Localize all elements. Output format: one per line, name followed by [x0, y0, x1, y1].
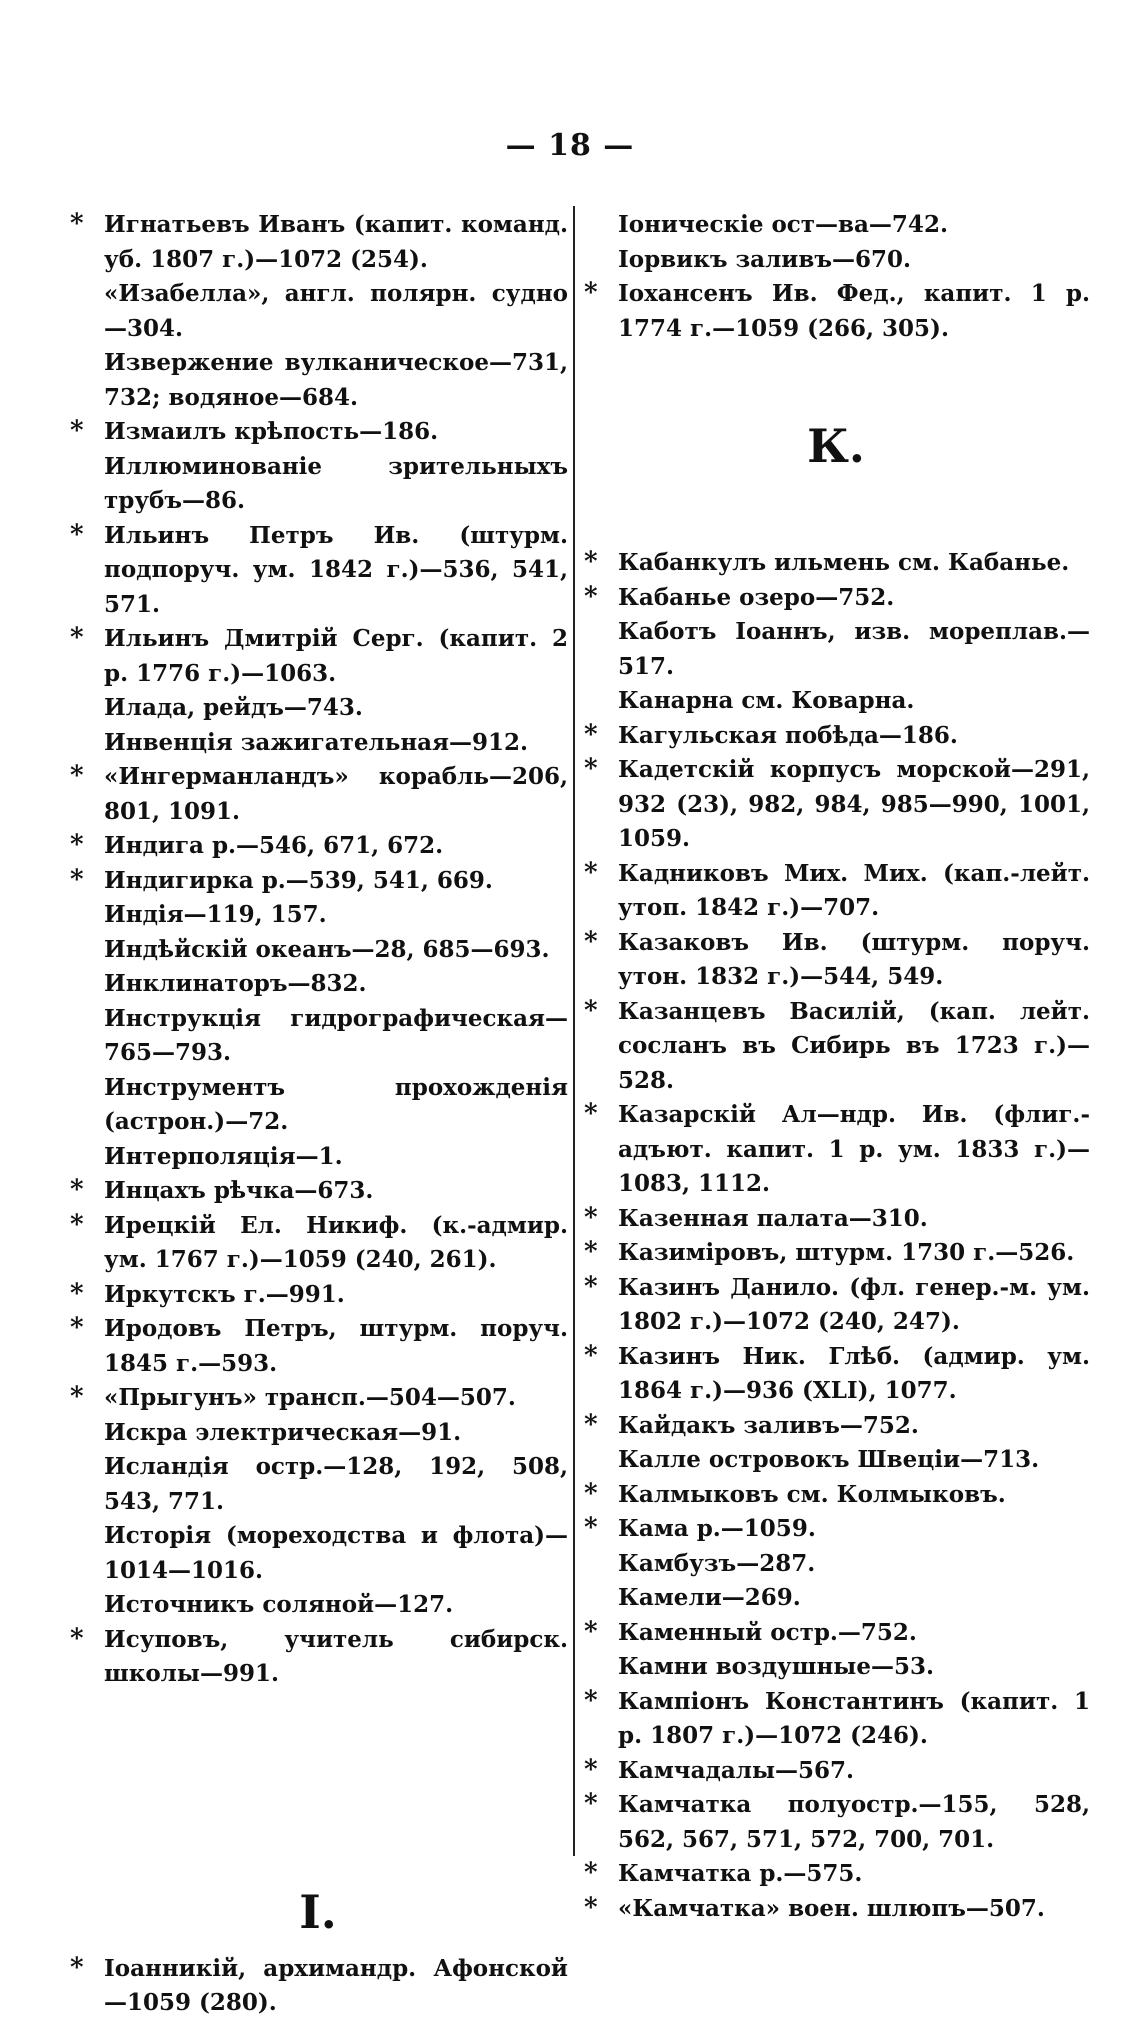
index-entry: * Казиміровъ, штурм. 1730 г.—526.	[582, 1236, 1090, 1271]
index-entry: * Индига р.—546, 671, 672.	[68, 829, 568, 864]
right-column	[582, 208, 1090, 1926]
index-entry: * Каменный остр.—752.	[582, 1616, 1090, 1651]
index-entry: * Казинъ Ник. Глѣб. (адмир. ум. 1864 г.)—936 (XLI), 1077.	[582, 1340, 1090, 1409]
index-entry: * Исуповъ, учитель сибирск. школы—991.	[68, 1623, 568, 1692]
index-entry: * Калмыковъ см. Колмыковъ.	[582, 1478, 1090, 1513]
index-entry: Извержение вулканическое—731, 732; водяное—684.	[104, 349, 568, 411]
section-letter-k: К.	[807, 419, 865, 473]
index-entry: Инвенція зажигательная—912.	[104, 728, 529, 756]
index-entry: «Изабелла», англ. полярн. судно—304.	[104, 280, 568, 342]
index-entry: * Инцахъ рѣчка—673.	[68, 1174, 568, 1209]
index-entry: Калле островокъ Швеціи—713.	[618, 1446, 1040, 1473]
column-divider	[573, 206, 575, 1856]
index-entry: * Казарскій Ал—ндр. Ив. (флиг.-адъют. капит. 1 р. ум. 1833 г.)—1083, 1112.	[582, 1098, 1090, 1202]
left-column	[68, 208, 568, 2021]
index-entry: * Кадетскій корпусъ морской—291, 932 (23), 982, 984, 985—990, 1001, 1059.	[582, 753, 1090, 857]
index-entry: Камни воздушные—53.	[618, 1653, 935, 1680]
index-entry: * Кагульская побѣда—186.	[582, 719, 1090, 754]
index-entry: * «Прыгунъ» трансп.—504—507.	[68, 1381, 568, 1416]
index-entry: Индѣйскій океанъ—28, 685—693.	[104, 935, 550, 963]
index-entries-i	[68, 1952, 568, 2021]
index-entry: Исторія (мореходства и флота)—1014—1016.	[104, 1522, 568, 1584]
index-entry: * Кампіонъ Константинъ (капит. 1 р. 1807 г.)—1072 (246).	[582, 1685, 1090, 1754]
index-entry: * Игнатьевъ Иванъ (капит. команд. уб. 1807 г.)—1072 (254).	[68, 208, 568, 277]
index-entry: * Кадниковъ Мих. Мих. (кап.-лейт. утоп. 1842 г.)—707.	[582, 857, 1090, 926]
index-entry: * Казенная палата—310.	[582, 1202, 1090, 1237]
section-letter-i: I.	[299, 1884, 337, 1939]
index-entry: Инструкція гидрографическая—765—793.	[104, 1004, 568, 1066]
index-entry: * Кабанкулъ ильмень см. Кабанье.	[582, 546, 1090, 581]
index-entry: Илада, рейдъ—743.	[104, 694, 363, 721]
index-entry: * Измаилъ крѣпость—186.	[68, 415, 568, 450]
index-entry: * Казанцевъ Василій, (кап. лейт. сосланъ въ Сибирь въ 1723 г.)—528.	[582, 995, 1090, 1099]
index-entry: * Ильинъ Петръ Ив. (штурм. подпоруч. ум. 1842 г.)—536, 541, 571.	[68, 519, 568, 623]
index-entry: Іоническіе ост—ва—742.	[618, 211, 948, 238]
index-entry: * Индигирка р.—539, 541, 669.	[68, 864, 568, 899]
index-entry: Іорвикъ заливъ—670.	[618, 245, 911, 273]
spacer	[68, 1692, 568, 1882]
index-entry: * Ильинъ Дмитрій Серг. (капит. 2 р. 1776 г.)—1063.	[68, 622, 568, 691]
index-entry: Искра электрическая—91.	[104, 1418, 462, 1446]
index-entry: * Казинъ Данило. (фл. генер.-м. ум. 1802 г.)—1072 (240, 247).	[582, 1271, 1090, 1340]
index-entry: * Кабанье озеро—752.	[582, 581, 1090, 616]
index-entry: * «Камчатка» воен. шлюпъ—507.	[582, 1892, 1090, 1927]
page-number: — 18 —	[505, 128, 635, 163]
index-entries-g	[68, 208, 568, 1692]
index-entry: Инструментъ прохожденія (астрон.)—72.	[104, 1073, 568, 1135]
index-entry: * Казаковъ Ив. (штурм. поруч. утон. 1832 г.)—544, 549.	[582, 926, 1090, 995]
index-entry: Каботъ Іоаннъ, изв. мореплав.—517.	[618, 618, 1090, 680]
index-entry: Источникъ соляной—127.	[104, 1591, 454, 1618]
index-entry: * Ирецкій Ел. Никиф. (к.-адмир. ум. 1767 г.)—1059 (240, 261).	[68, 1209, 568, 1278]
index-entry: Канарна см. Коварна.	[618, 687, 915, 714]
index-entry: * Камчатка полуостр.—155, 528, 562, 567, 571, 572, 700, 701.	[582, 1788, 1090, 1857]
index-entry: Интерполяція—1.	[104, 1142, 343, 1170]
index-entry: Инклинаторъ—832.	[104, 970, 367, 997]
index-entry: Камели—269.	[618, 1584, 801, 1611]
index-entry: * Камчатка р.—575.	[582, 1857, 1090, 1892]
index-entry: * Кама р.—1059.	[582, 1512, 1090, 1547]
index-entry: * Кайдакъ заливъ—752.	[582, 1409, 1090, 1444]
index-entry: * Іохансенъ Ив. Фед., капит. 1 р. 1774 г.—1059 (266, 305).	[582, 277, 1090, 346]
index-entry: * Камчадалы—567.	[582, 1754, 1090, 1789]
index-entry: Индія—119, 157.	[104, 901, 327, 928]
index-entries-k	[582, 546, 1090, 1926]
index-entry: Иллюминованіе зрительныхъ трубъ—86.	[104, 452, 568, 514]
index-entry: * «Ингерманландъ» корабль—206, 801, 1091.	[68, 760, 568, 829]
index-entries-i-continued	[582, 208, 1090, 346]
index-entry: * Иродовъ Петръ, штурм. поруч. 1845 г.—593.	[68, 1312, 568, 1381]
index-entry: Камбузъ—287.	[618, 1549, 816, 1577]
index-entry: * Іоанникій, архимандр. Афонской—1059 (280).	[68, 1952, 568, 2021]
index-entry: Исландія остр.—128, 192, 508, 543, 771.	[104, 1453, 568, 1515]
index-entry: * Иркутскъ г.—991.	[68, 1278, 568, 1313]
